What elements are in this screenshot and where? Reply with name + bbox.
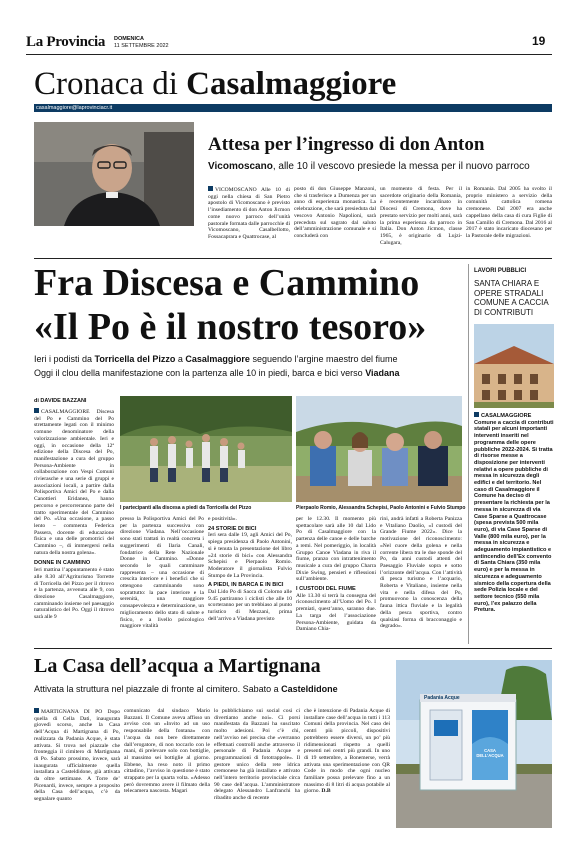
sidebar-title: SANTA CHIARA E OPERE STRADALI COMUNE A CACCIA DI CONTRIBUTI [474, 279, 549, 317]
story1-col-4: in Romania. Dal 2005 ha svolto il proprio ministero a servizio della comunità cattolica romena cremonese. Dal 2007 era anche cappellano della casa di cura Figlie di San Camillo di Cremona. Dal 2016 al 2017 è stato incaricato diocesano per la Pastorale delle migrazioni. [466, 186, 552, 239]
story1-subhead-text: , alle 10 il vescovo presiede la messa per il nuovo parroco [272, 161, 530, 172]
story1-headline: Attesa per l’ingresso di don Anton [208, 134, 485, 155]
story3-col-1: MARTIGNANA DI PO Dopo quella di Cella Dati, inaugurata giovedì scorso, anche la Casa dell’Acqua di Martignana di Po, realizzata da Padania Acque, è stata attivata. Si trova nel piazzale che fronteggia il cimitero di Martignana di Po. Sabato prossimo, invece, sarà inaugurata ufficialmente quella installata a Casteldidone, già attivata da oltre settimane. A Torre de’ Picenardi, invece, sempre a proposito della Casa dell’acqua, c’è da segnalare quanto [34, 709, 120, 803]
story2-col-4: per le 12.30. Il momento più spettacolare sarà alle 10 dal Lido Po di Casalmaggiore con la partenza delle canoe e delle barche a remi. Nel pomeriggio, in località Gruppo Canoe Viadana in riva il fiume, pranzo con intrattenimento musicale a cura del gruppo Charra Dixie Swing, pensieri e riflessioni sull’ambiente. I CUSTODI DEL FIUME Alle 13.30 si terrà la consegna del riconoscimento all’Uomo del Po. I premiati, quest’anno, saranno due. La targa del l’associazione Persona-Ambiente, guidata da Damiano Chia- [296, 516, 376, 633]
masthead-rule [26, 54, 552, 55]
story2-deck-line1: Ieri i podisti da Torricella del Pizzo a Casalmaggiore seguendo l’argine maestro del fiume [34, 354, 398, 364]
group-photo-caption: Pierpaolo Romio, Alessandra Schepisi, Paolo Antonini e Fulvio Stumpo [296, 505, 466, 511]
story2-col4-subhead: I CUSTODI DEL FIUME [296, 586, 356, 593]
story3-col-2: comunicato dal sindaco Mario Bazzani. Il Comune aveva affisso un avviso con un «Invito ad un uso responsabile della fontana» con l’acqua da non bere direttamente dall’erogatore, di non toccarlo con le mani, di prelevare solo con bottiglie, al massimo sei bottiglie al giorno. Ebbene, ha reso noto il primo cittadino, l’avviso in questione è stato strappato per la quarta volta. «Adesso però dovremmo avere il filmato della telecamera nascosta. Magari [124, 708, 210, 795]
water-house-label: CASA DELL'ACQUA [476, 748, 504, 758]
story2-deck-line2: Oggi il clou della manifestazione con la partenza alle 10 in piedi, barca e bici verso Viadana [34, 368, 400, 378]
paper-name: La Provincia [26, 34, 106, 50]
section-title-city: Casalmaggiore [186, 66, 397, 102]
story2-col-5: rini, andrà infatti a Roberta Panizza e Vitaliano Daolio, «I custodi del Grande Fiume 2022». Dice la motivazione del riconoscimento: «Nel cuore della golena e nella corrente libera tra le due sponde del Po, da anni custodi attenti del Paesaggio Fluviale sopra e sotto l’orizzonte dell’acqua. Con l’attività di pesca turismo e l’acquario, Roberta e Vitaliano, insieme nella vita e nella difesa del Po, promuovono la conoscenza della fauna ittica fluviale e la legalità della pesca sportiva, contro qualsiasi forma di bracconaggio e degrado». [380, 516, 462, 630]
dateline-square-icon [208, 186, 213, 191]
group-photo [296, 396, 462, 502]
story2-col-1: CASALMAGGIORE Discesa del Po e Cammino del Po strettamente legati con il minimo comune denominatore della valorizzazione ambientale. Ieri e oggi, in occasione della 12ª edizione della Discesa del Po, manifestazione a cura del gruppo Persona-Ambiente in collaborazione con Vespi Comuni rivierasche e una serie di gruppi e associazioni locali, a partire dalla Polisportiva Amici del Po e dalla Canottieri Eridanea, hanno percorso e percorreranno parte del tratto sperimentale del Cammino del Po. «Una occasione, a passo lento – commenta Federica Passera, docente di educazione fisica e una delle promotrici del Cammino –, di immergersi nella natura della nostra golena». DONNE IN CAMMINO Ieri mattina l’appuntamento è stato alle 8.30 all’Agriturismo Torrette di Torricella del Pizzo per il ritrovo e la partenza, avvenuta alle 9, con direzione Casalmaggiore, camminando insieme nel paesaggio naturalistico del Po. Oggi il ritrovo sarà alle 9 [34, 409, 114, 621]
page-number: 19 [532, 34, 546, 48]
convent-photo [474, 324, 554, 408]
story3-col-4: che è intenzione di Padania Acque di installare case dell’acqua in tutti i 113 Comuni della provincia. Nel caso dei centri più piccoli, dispositivi potrebbero essere diversi, un po’ più ridimensionati rispetto a quelli presenti nei centri più grandi. In uno di 19 settembre, a Bonemerse, verrà attivata una sperimentazione con QR Code in modo che ogni nucleo familiare possa prelevare fino a un massimo di 8 litri di acqua potabile al giorno. D.B [304, 708, 390, 795]
story3-subhead: Attivata la struttura nel piazzale di fronte al cimitero. Sabato a Casteldidone [34, 684, 338, 694]
story2-headline-line1: Fra Discesa e Cammino [34, 262, 420, 304]
story2-col3-subhead1: 24 STORIE DI BICI [208, 525, 257, 532]
hikers-photo-caption: I partecipanti alla discesa a piedi da Torricella del Pizzo [120, 505, 252, 511]
story1-bottom-rule [34, 258, 552, 259]
water-house-brand: Padania Acque [424, 695, 460, 701]
sidebar-kicker: LAVORI PUBBLICI [474, 268, 527, 274]
story3-signature: D.B [321, 788, 331, 795]
hikers-photo [120, 396, 292, 502]
story2-bottom-rule [34, 648, 552, 649]
story2-headline-line2: «Il Po è il nostro tesoro» [34, 306, 427, 348]
sidebar-body: CASALMAGGIORE Comune a caccia di contributi statali per alcuni importanti interventi inseriti nel programma delle opere pubbliche 2022-2024. Si tratta di risorse messe a disposizione per interventi relativi a opere pubbliche di messa in sicurezza degli edifici e del territorio. Nel caso di Casalmaggiore il Comune ha deciso di presentare la richiesta per la messa in sicurezza di via Case Sparse a Quattrocase (spesa prevista 500 mila euro), di via Case Sparse di Valle (800 mila euro), per la messa in sicurezza e adeguamento impiantistico e antincendio dell’Ex convento di Santa Chiara (350 mila euro) e per la messa in sicurezza e adeguamento sismico della copertura della sede Polizia locale e del settore tecnico (550 mila euro), l’ex palazzo della Pretura. [474, 413, 554, 614]
water-house-photo [396, 660, 552, 828]
dateline-square-icon [474, 412, 479, 417]
section-title-prefix: Cronaca di [34, 66, 178, 102]
section-email-bar [34, 104, 552, 112]
story2-col1-subhead: DONNE IN CAMMINO [34, 560, 91, 567]
story1-subhead-place: Vicomoscano [208, 161, 273, 172]
story1-col-2: posto di don Giuseppe Manzoni, che si trasferisce a Dumenza per un anno di esperienza monastica. La celebrazione, che sarà presieduta dal vescovo Antonio Napolioni, sarà preceduta sul sagrato dal saluto dell’amministrazione comunale e si concluderà con [294, 186, 376, 239]
story2-byline: di DAVIDE BAZZANI [34, 398, 87, 404]
issue-day: DOMENICA [114, 36, 144, 42]
story2-col-3: e positività». 24 STORIE DI BICI Ieri sera dalle 19, agli Amici del Po, spiega presidenza di Paolo Antonini, si è tenuta la presentazione del libro «24 storie di bici» con Alessandra Schepisi e Pierpaolo Romio. Moderatore il giornalista Fulvio Stumpo de La Provincia. A PIEDI, IN BARCA E IN BICI Dal Lido Po di Sacca di Colorno alle 9.45 partiranno i ciclisti che alle 10 scorteranno per un trebbiaso al punto turistico di Mezzani, prima dell’arrivo a Viadana previsto [208, 516, 292, 622]
story1-col-3: un momento di festa. Per il sacerdote originario della Romania, è recentemente incardinato in Diocesi di Cremona, dove ha prestato servizio per molti anni, sarà la prima esperienza da parroco in Italia. Don Anton Jicmon, classe 1965, è originario di Lujzi-Calugara, [380, 186, 462, 246]
issue-date: 11 SETTEMBRE 2022 [114, 43, 169, 49]
story3-col-3: lo pubblichiamo sui social così ci divertiamo anche noi». Ci porsi manifestata da Bazzani ha suscitato molto adesioni. Poi c’è chi, nell’avviso nei precisa che «verranno effettuati controlli anche attraverso il personale di Padania Acque e programmazioni di fototrappole». Il gestore unico della rete idrica cremonese ha già installato e attivato nell’intero territorio provinciale circa 90 case dell’acqua. L’amministratore delegato Alessandro Lanfranchi ha ribadito anche di recente [214, 708, 300, 802]
section-email: casalmaggiore@laprovinciacr.it [36, 105, 113, 111]
section-title [34, 66, 396, 102]
story2-col-2: presso la Polisportiva Amici del Po per la partenza successiva con direzione Viadana. Nell’occasione sono stati trattati in realtà concreta i suggerimenti di Ilaria Canali, fondatrice della Rete Nazionale Donne in Cammino. «Donne secondo le quali camminare rappresenta – una occasione di crescita interiore e i benefici che si ottengono camminando sono soprattutto: la pace interiore e la serenità, una maggiore consapevolezza e determinazione, un miglioramento dello stato di salute e fisico, e a livello psicologico maggiore vitalità [120, 516, 204, 630]
dateline-square-icon [34, 708, 39, 713]
sidebar-divider [468, 264, 469, 644]
priest-photo [34, 122, 194, 226]
story3-headline: La Casa dell’acqua a Martignana [34, 655, 321, 677]
story2-col3-subhead2: A PIEDI, IN BARCA E IN BICI [208, 582, 284, 589]
dateline-square-icon [34, 408, 39, 413]
story1-col-1: VICOMOSCANO Alle 10 di oggi nella chiesa di San Pietro apostolo di Vicomoscano è previsto l’insediamento di don Anton Jicmon come nuovo parroco dell’unità pastorale formata dalle parrocchie di Vicomoscano, Casalbellotto, Fossacaprara e Quattrocase, al [208, 187, 290, 240]
story1-subhead [208, 161, 530, 172]
